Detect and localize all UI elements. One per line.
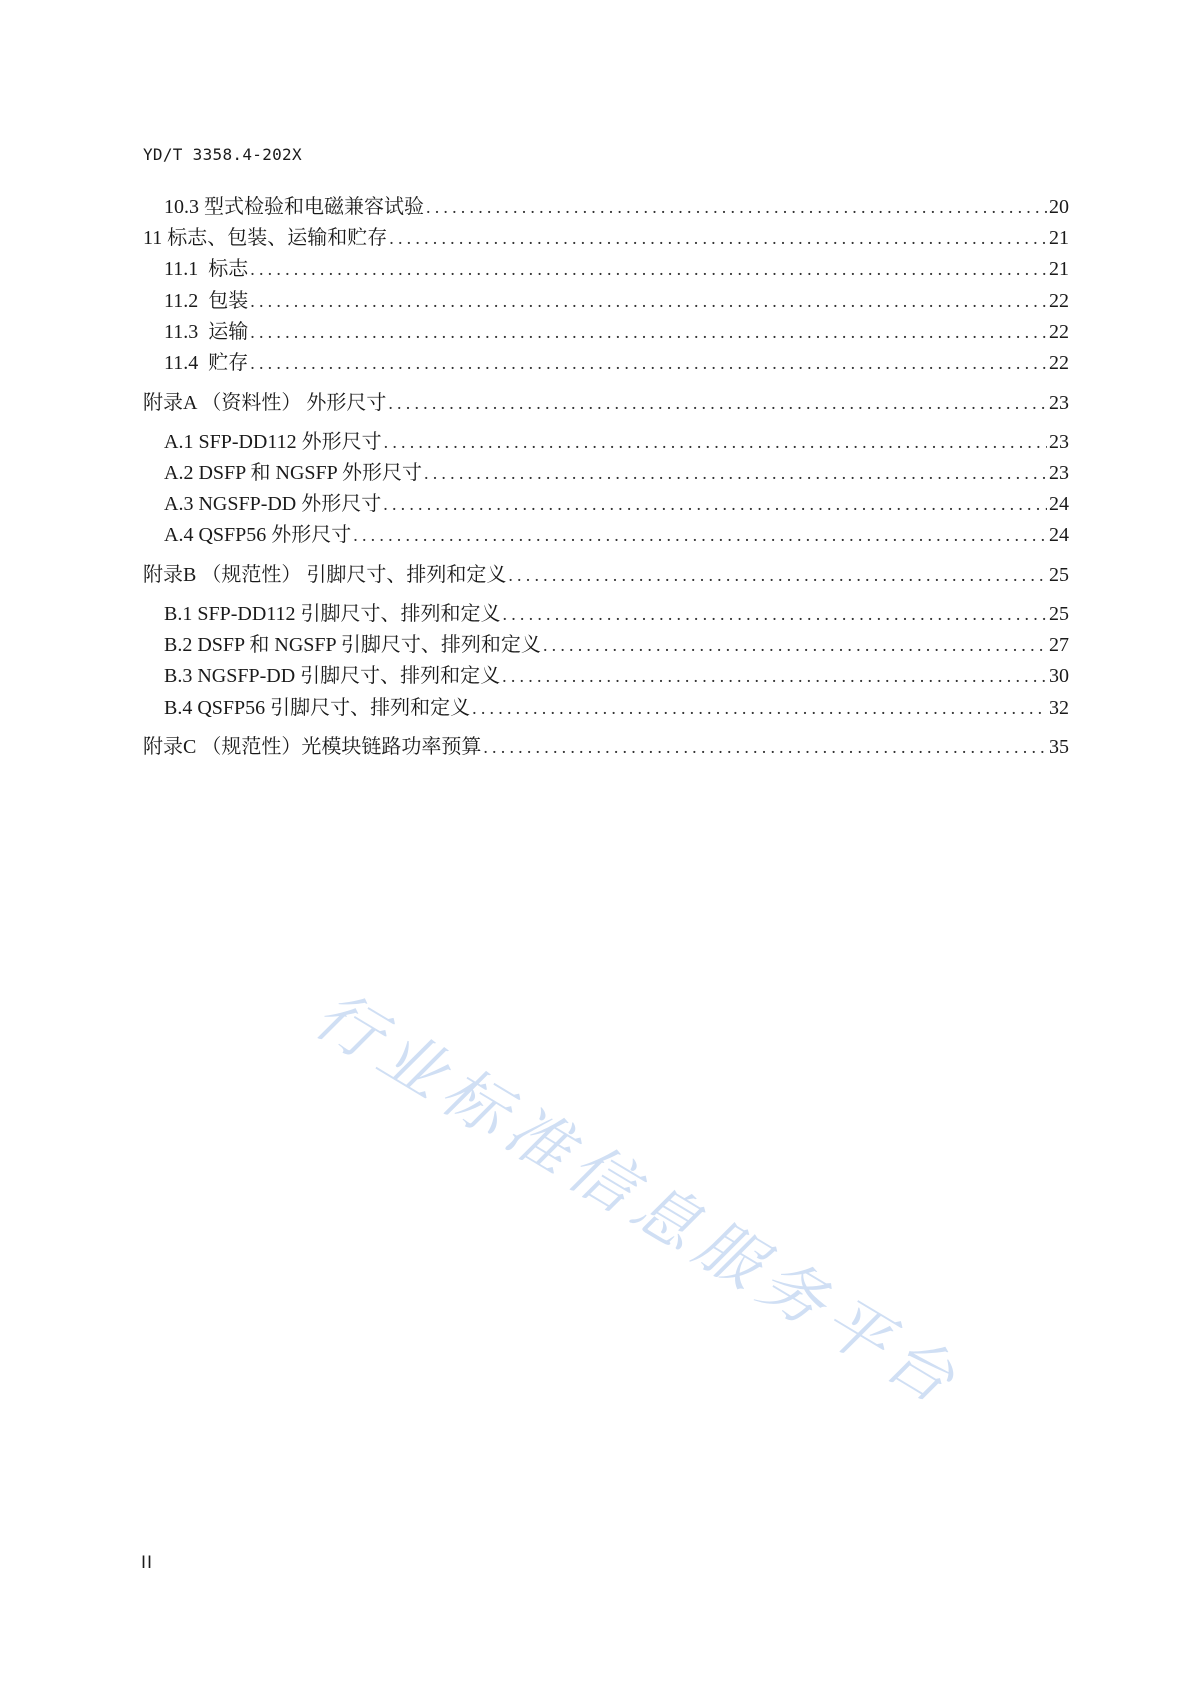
toc-leader (389, 225, 1047, 251)
toc-entry[interactable] (164, 350, 1069, 376)
toc-entry-label: A.3 NGSFP-DD 外形尺寸 (164, 493, 382, 515)
toc-entry-label: 附录C （规范性）光模块链路功率预算 (143, 736, 482, 758)
toc-leader (426, 194, 1047, 220)
toc-entry[interactable] (164, 429, 1069, 455)
toc-entry[interactable] (164, 194, 1069, 220)
toc-leader (508, 562, 1047, 588)
toc-leader (353, 522, 1047, 548)
toc-entry[interactable] (164, 601, 1069, 627)
toc-leader (503, 601, 1047, 627)
toc-entry-label: A.1 SFP-DD112 外形尺寸 (164, 431, 382, 453)
toc-leader (502, 663, 1047, 689)
toc-entry-page: 22 (1049, 321, 1069, 343)
toc-entry-page: 35 (1049, 736, 1069, 758)
page-number: II (141, 1553, 154, 1573)
toc-entry[interactable] (143, 734, 1069, 760)
toc-entry[interactable] (164, 460, 1069, 486)
toc-entry-page: 23 (1049, 431, 1069, 453)
toc-entry-page: 21 (1049, 258, 1069, 280)
toc-leader (250, 288, 1047, 314)
toc-entry[interactable] (143, 562, 1069, 588)
toc-entry-label: 11.1 标志 (164, 258, 249, 280)
toc-entry[interactable] (164, 256, 1069, 282)
toc-entry-page: 25 (1049, 564, 1069, 586)
toc-entry[interactable] (164, 695, 1069, 721)
toc-leader (424, 460, 1047, 486)
toc-entry-page: 22 (1049, 352, 1069, 374)
toc-entry-label: 附录B （规范性） 引脚尺寸、排列和定义 (143, 564, 507, 586)
toc-entry-page: 27 (1049, 634, 1069, 656)
toc-leader (250, 319, 1047, 345)
toc-leader (483, 734, 1047, 760)
toc-entry[interactable] (164, 491, 1069, 517)
toc-entry-page: 21 (1049, 227, 1069, 249)
toc-entry-label: B.4 QSFP56 引脚尺寸、排列和定义 (164, 697, 471, 719)
toc-entry-page: 25 (1049, 603, 1069, 625)
watermark: 行业标准信息服务平台 (301, 977, 975, 1423)
toc-entry-page: 24 (1049, 493, 1069, 515)
toc-entry-page: 24 (1049, 524, 1069, 546)
toc-entry-page: 20 (1049, 196, 1069, 218)
toc-entry-page: 30 (1049, 665, 1069, 687)
toc-entry[interactable] (164, 663, 1069, 689)
toc-entry[interactable] (164, 522, 1069, 548)
toc-entry[interactable] (164, 319, 1069, 345)
toc-entry-label: A.4 QSFP56 外形尺寸 (164, 524, 352, 546)
toc-entry[interactable] (164, 288, 1069, 314)
toc-entry-label: A.2 DSFP 和 NGSFP 外形尺寸 (164, 462, 423, 484)
toc-entry[interactable] (143, 390, 1069, 416)
toc-leader (543, 632, 1047, 658)
toc-entry-label: B.1 SFP-DD112 引脚尺寸、排列和定义 (164, 603, 501, 625)
toc-leader (383, 491, 1047, 517)
toc-entry-label: 10.3 型式检验和电磁兼容试验 (164, 196, 424, 218)
toc-entry-label: 11.4 贮存 (164, 352, 249, 374)
toc-entry-page: 23 (1049, 392, 1069, 414)
toc-entry-label: 11.2 包装 (164, 290, 249, 312)
toc-entry[interactable] (143, 225, 1069, 251)
toc-entry-page: 23 (1049, 462, 1069, 484)
toc-entry-page: 22 (1049, 290, 1069, 312)
toc-leader (250, 256, 1047, 282)
toc-leader (388, 390, 1047, 416)
toc-entry-label: B.2 DSFP 和 NGSFP 引脚尺寸、排列和定义 (164, 634, 541, 656)
toc-entry-label: B.3 NGSFP-DD 引脚尺寸、排列和定义 (164, 665, 501, 687)
toc-leader (250, 350, 1047, 376)
document-code: YD/T 3358.4-202X (143, 145, 302, 164)
toc-entry-label: 11.3 运输 (164, 321, 249, 343)
toc-leader (384, 429, 1047, 455)
toc-entry-label: 附录A （资料性） 外形尺寸 (143, 392, 387, 414)
toc-entry-label: 11 标志、包装、运输和贮存 (143, 227, 388, 249)
toc-leader (472, 695, 1047, 721)
toc-entry-page: 32 (1049, 697, 1069, 719)
toc-entry[interactable] (164, 632, 1069, 658)
